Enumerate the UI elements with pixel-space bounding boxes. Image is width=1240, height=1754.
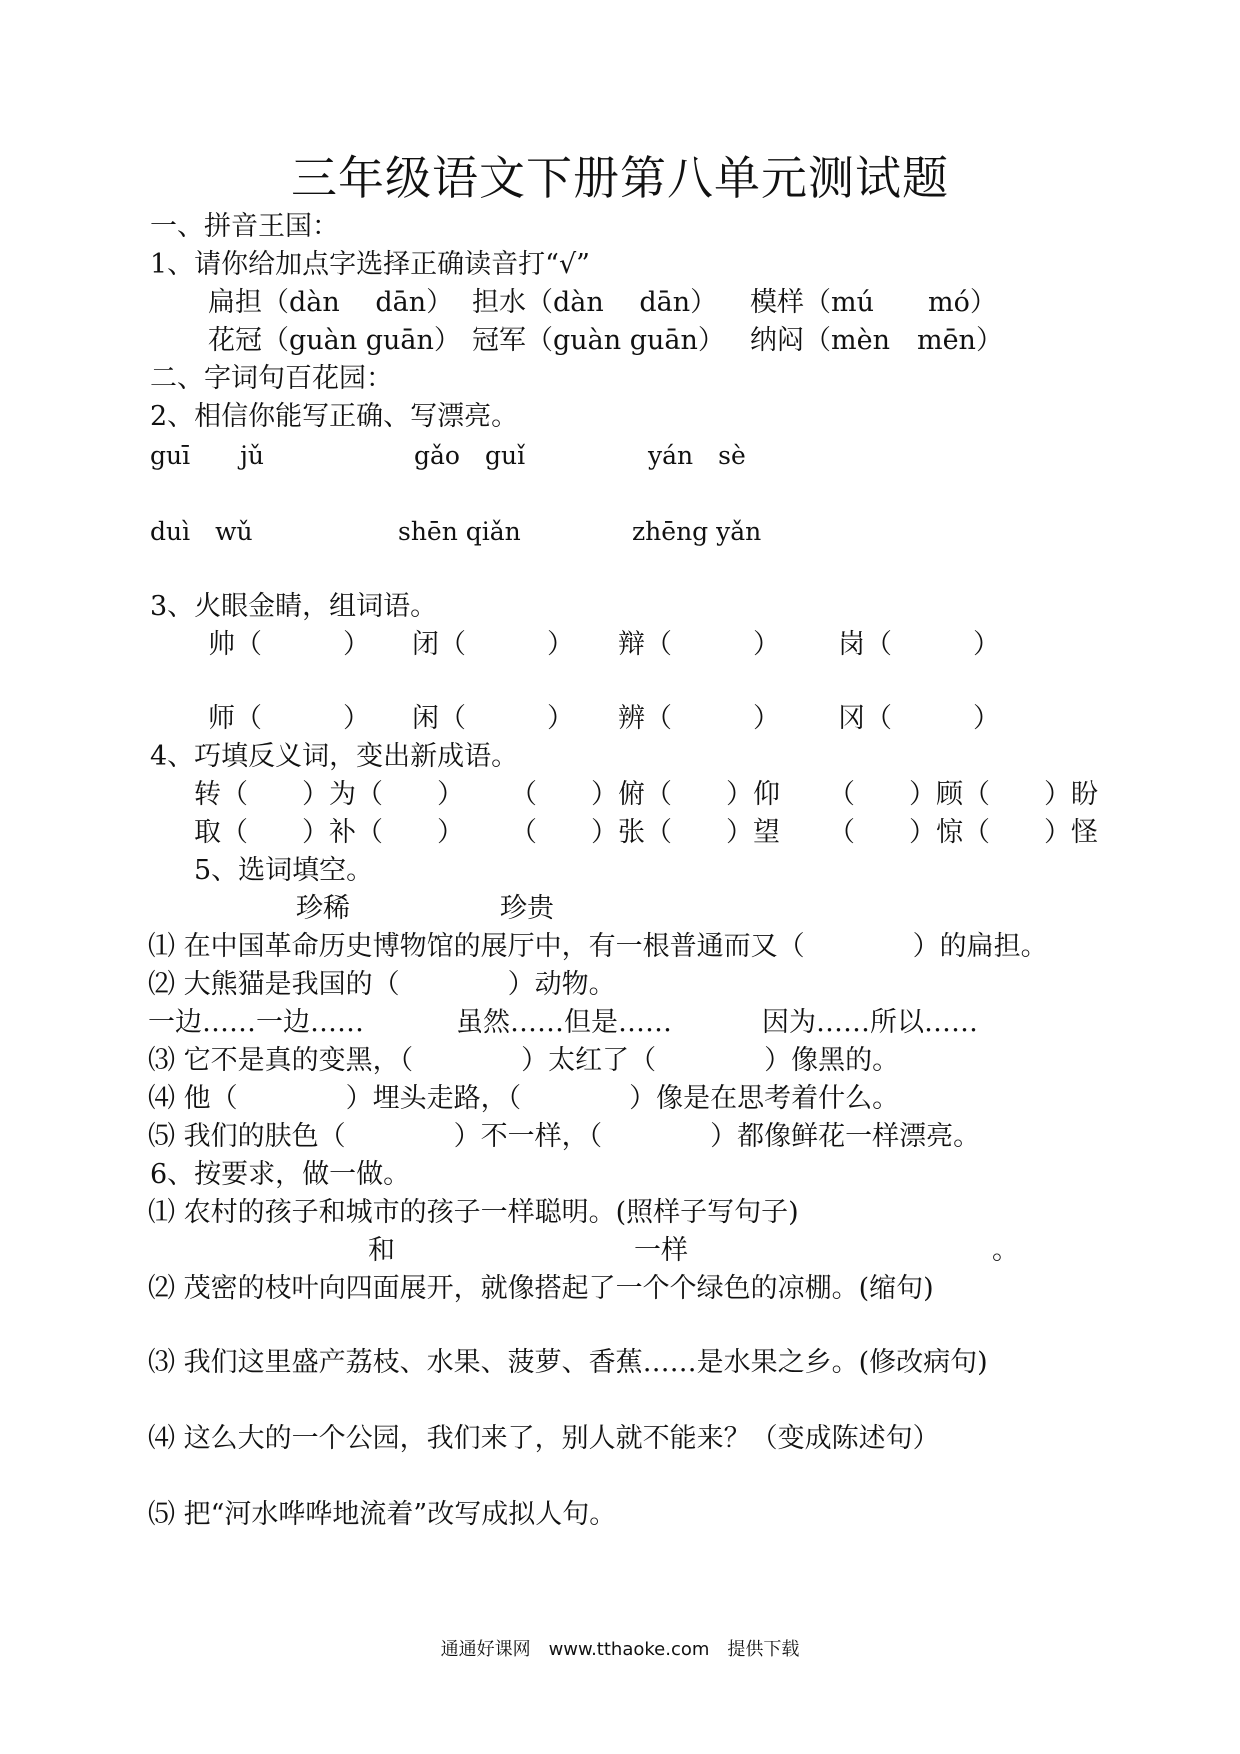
- q1-item-options: （mèn mēn）: [804, 325, 1003, 356]
- q2-pinyin: gǎo guǐ: [414, 441, 526, 470]
- q1-item-options: （guàn guān）: [526, 325, 725, 356]
- q4-item: （ ）张（ ）望: [510, 817, 780, 848]
- q3-item: 辨（ ）: [618, 703, 780, 734]
- q5-prompt: 5、选词填空。: [194, 855, 374, 886]
- footer-credit: 通通好课网 www.tthaoke.com 提供下载: [440, 1639, 800, 1660]
- q6-template-word: 和: [368, 1235, 395, 1266]
- q5-sentence: ⑶ 它不是真的变黑，（ ）太红了（ ）像黑的。: [148, 1045, 900, 1076]
- q3-item: 闲（ ）: [412, 703, 574, 734]
- q4-item: （ ）惊（ ）怪: [828, 817, 1098, 848]
- q1-item-word: 担水: [472, 287, 526, 318]
- q1-item-options: （dàn dān）: [262, 287, 454, 318]
- page-title: 三年级语文下册第八单元测试题: [291, 151, 949, 205]
- q5-sentence: ⑸ 我们的肤色（ ）不一样，（ ）都像鲜花一样漂亮。: [148, 1121, 981, 1152]
- q1-item-options: （dàn dān）: [526, 287, 718, 318]
- q1-item-word: 纳闷: [750, 325, 804, 356]
- q3-prompt: 3、火眼金睛，组词语。: [150, 591, 438, 622]
- section-2-heading: 二、字词句百花园：: [150, 363, 393, 394]
- q5-sentence: ⑷ 他（ ）埋头走路，（ ）像是在思考着什么。: [148, 1083, 900, 1114]
- q1-item-word: 冠军: [472, 325, 526, 356]
- q2-pinyin: zhēng yǎn: [632, 517, 762, 546]
- q3-item: 师（ ）: [208, 703, 370, 734]
- q6-sentence: ⑵ 茂密的枝叶向四面展开，就像搭起了一个个绿色的凉棚。(缩句): [148, 1273, 934, 1304]
- q3-item: 闭（ ）: [412, 629, 574, 660]
- q2-pinyin: duì wǔ: [150, 517, 253, 546]
- q2-pinyin: guī jǔ: [150, 441, 264, 470]
- q3-item: 帅（ ）: [208, 629, 370, 660]
- q3-item: 岗（ ）: [838, 629, 1000, 660]
- q6-sentence: ⑶ 我们这里盛产荔枝、水果、菠萝、香蕉……是水果之乡。(修改病句): [148, 1347, 988, 1378]
- q5-word-choice: 因为……所以……: [762, 1007, 978, 1038]
- q6-template-word: 一样: [634, 1235, 688, 1266]
- q3-item: 冈（ ）: [838, 703, 1000, 734]
- q3-item: 辩（ ）: [618, 629, 780, 660]
- q2-pinyin: shēn qiǎn: [398, 517, 521, 546]
- q6-sentence: ⑷ 这么大的一个公园，我们来了，别人就不能来？（变成陈述句）: [148, 1423, 940, 1454]
- section-1-heading: 一、拼音王国：: [150, 211, 339, 242]
- q1-item-options: （guàn guān）: [262, 325, 461, 356]
- q6-sentence: ⑸ 把“河水哗哗地流着”改写成拟人句。: [148, 1499, 617, 1530]
- q5-word-choice: 珍稀: [296, 893, 350, 924]
- q2-pinyin: yán sè: [648, 441, 746, 470]
- q1-item-word: 花冠: [208, 325, 262, 356]
- q1-item-word: 模样: [750, 287, 804, 318]
- q4-prompt: 4、巧填反义词，变出新成语。: [150, 741, 519, 772]
- q1-item-options: （mú mó）: [804, 287, 997, 318]
- q4-item: （ ）俯（ ）仰: [510, 779, 780, 810]
- q5-word-choice: 珍贵: [500, 893, 554, 924]
- q6-prompt: 6、按要求，做一做。: [150, 1159, 411, 1190]
- q2-prompt: 2、相信你能写正确、写漂亮。: [150, 401, 519, 432]
- q1-prompt: 1、请你给加点字选择正确读音打“√”: [150, 249, 590, 280]
- q1-item-word: 扁担: [208, 287, 262, 318]
- q6-sentence: ⑴ 农村的孩子和城市的孩子一样聪明。(照样子写句子): [148, 1197, 799, 1228]
- q4-item: （ ）顾（ ）盼: [828, 779, 1098, 810]
- q6-template-word: 。: [992, 1235, 1019, 1266]
- q5-sentence: ⑵ 大熊猫是我国的（ ）动物。: [148, 969, 616, 1000]
- q4-item: 取（ ）补（ ）: [194, 817, 464, 848]
- q5-word-choice: 一边……一边……: [148, 1007, 364, 1038]
- q4-item: 转（ ）为（ ）: [194, 779, 464, 810]
- q5-sentence: ⑴ 在中国革命历史博物馆的展厅中，有一根普通而又（ ）的扁担。: [148, 931, 1048, 962]
- q5-word-choice: 虽然……但是……: [456, 1007, 672, 1038]
